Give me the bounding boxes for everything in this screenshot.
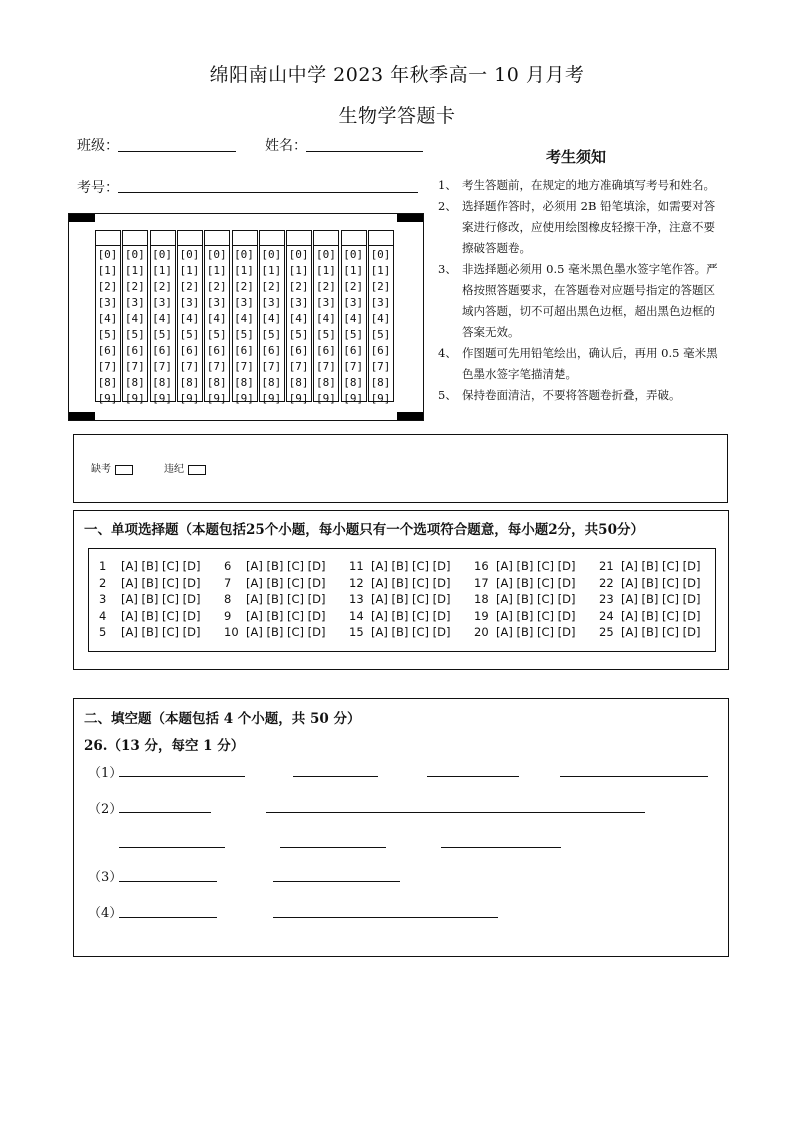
digit-write-cell[interactable] xyxy=(369,231,393,246)
exam-digit-column xyxy=(95,230,121,405)
digit-bubble[interactable]: [4] xyxy=(179,312,200,325)
mc-question xyxy=(474,592,576,606)
digit-bubble[interactable]: [8] xyxy=(97,376,118,389)
digit-write-cell[interactable] xyxy=(314,231,338,246)
digit-bubble[interactable]: [8] xyxy=(234,376,254,389)
digit-bubble[interactable]: [1] xyxy=(261,264,282,277)
digit-bubble[interactable]: [8] xyxy=(206,376,227,389)
exam-no-label: 考号： xyxy=(77,180,119,196)
section-multiple-choice xyxy=(73,510,729,670)
mc-question xyxy=(349,625,451,639)
digit-bubble[interactable]: [4] xyxy=(315,312,336,325)
digit-bubble[interactable]: [0] xyxy=(315,248,336,261)
question-number: 10 xyxy=(224,625,239,639)
exam-digit-column xyxy=(286,230,312,405)
digit-bubble[interactable]: [2] xyxy=(234,280,254,293)
digit-bubble[interactable]: [9] xyxy=(234,392,254,405)
digit-bubble[interactable]: [3] xyxy=(97,296,118,309)
digit-bubble[interactable]: [7] xyxy=(315,360,336,373)
question-number: 12 xyxy=(349,575,364,590)
mc-question xyxy=(349,609,451,623)
answer-blank[interactable] xyxy=(119,775,245,777)
exam-digit-column xyxy=(122,230,148,405)
exam-digit-column xyxy=(259,230,285,405)
answer-blank[interactable] xyxy=(293,775,378,777)
mc-question xyxy=(599,576,701,590)
class-field[interactable] xyxy=(118,150,236,152)
digit-bubble[interactable]: [9] xyxy=(97,392,118,405)
digit-bubble[interactable]: [5] xyxy=(343,328,364,341)
digit-bubble[interactable]: [6] xyxy=(343,344,364,357)
digit-bubble[interactable]: [1] xyxy=(234,264,254,277)
digit-bubble[interactable]: [8] xyxy=(152,376,173,389)
alignment-mark xyxy=(69,412,95,420)
answer-options[interactable]: [A] [B] [C] [D] xyxy=(496,559,576,573)
alignment-mark xyxy=(397,214,423,222)
question-number: 16 xyxy=(474,559,489,573)
digit-bubble[interactable]: [9] xyxy=(152,392,173,405)
digit-bubble[interactable]: [0] xyxy=(343,248,364,261)
violation-checkbox[interactable] xyxy=(188,465,206,475)
digit-bubble[interactable]: [1] xyxy=(343,264,364,277)
digit-bubble[interactable]: [0] xyxy=(124,248,145,261)
digit-write-cell[interactable] xyxy=(287,231,311,246)
mc-question xyxy=(224,559,326,573)
digit-bubble[interactable]: [4] xyxy=(370,312,391,325)
digit-bubble[interactable]: [7] xyxy=(206,360,227,373)
question-number: 23 xyxy=(599,592,614,606)
digit-bubble[interactable]: [7] xyxy=(124,360,145,373)
mc-question xyxy=(599,625,701,639)
digit-bubble[interactable]: [1] xyxy=(370,264,391,277)
digit-bubble[interactable]: [9] xyxy=(179,392,200,405)
answer-options[interactable]: [A] [B] [C] [D] xyxy=(121,592,201,606)
question-number: 1 xyxy=(99,559,107,573)
mc-question xyxy=(99,592,201,606)
mc-question xyxy=(474,625,576,639)
answer-options[interactable]: [A] [B] [C] [D] xyxy=(371,559,451,573)
digit-bubble[interactable]: [4] xyxy=(343,312,364,325)
digit-bubble[interactable]: [5] xyxy=(152,328,173,341)
answer-blank[interactable] xyxy=(441,846,561,848)
digit-bubble[interactable]: [1] xyxy=(315,264,336,277)
exam-digit-column xyxy=(150,230,176,405)
digit-bubble[interactable]: [8] xyxy=(124,376,145,389)
digit-bubble[interactable]: [5] xyxy=(288,328,309,341)
digit-bubble[interactable]: [7] xyxy=(179,360,200,373)
answer-options[interactable]: [A] [B] [C] [D] xyxy=(621,592,701,606)
answer-options[interactable]: [A] [B] [C] [D] xyxy=(496,625,576,639)
answer-blank[interactable] xyxy=(119,880,217,882)
answer-blank[interactable] xyxy=(119,846,225,848)
digit-bubble[interactable]: [9] xyxy=(124,392,145,405)
answer-options[interactable]: [A] [B] [C] [D] xyxy=(121,575,201,590)
absent-checkbox[interactable] xyxy=(115,465,133,475)
part-2-label: （2） xyxy=(88,802,123,817)
notice-item-5: 5、 保持卷面清洁，不要将答题卷折叠，弄破。 xyxy=(438,388,681,402)
digit-bubble[interactable]: [2] xyxy=(152,280,173,293)
digit-bubble[interactable]: [3] xyxy=(234,296,254,309)
question-number: 17 xyxy=(474,575,489,590)
mc-question xyxy=(474,609,576,623)
question-number: 19 xyxy=(474,608,489,623)
digit-bubble[interactable]: [7] xyxy=(152,360,173,373)
digit-bubble[interactable]: [2] xyxy=(206,280,227,293)
digit-bubble[interactable]: [6] xyxy=(124,344,145,357)
digit-write-cell[interactable] xyxy=(342,231,366,246)
mc-question xyxy=(224,609,326,623)
name-label: 姓名： xyxy=(265,138,307,154)
answer-options[interactable]: [A] [B] [C] [D] xyxy=(496,592,576,606)
exam-digit-column xyxy=(368,230,394,405)
mc-question xyxy=(224,625,326,639)
question-number: 15 xyxy=(349,625,364,639)
question-number: 9 xyxy=(224,608,232,623)
answer-options[interactable]: [A] [B] [C] [D] xyxy=(246,625,326,639)
digit-bubble[interactable]: [2] xyxy=(315,280,336,293)
digit-bubble[interactable]: [7] xyxy=(370,360,391,373)
digit-bubble[interactable]: [5] xyxy=(315,328,336,341)
digit-bubble[interactable]: [7] xyxy=(288,360,309,373)
answer-options[interactable]: [A] [B] [C] [D] xyxy=(621,608,701,623)
digit-bubble[interactable]: [8] xyxy=(288,376,309,389)
digit-bubble[interactable]: [4] xyxy=(124,312,145,325)
digit-bubble[interactable]: [7] xyxy=(343,360,364,373)
answer-blank[interactable] xyxy=(273,880,400,882)
answer-options[interactable]: [A] [B] [C] [D] xyxy=(246,559,326,573)
answer-options[interactable]: [A] [B] [C] [D] xyxy=(121,625,201,639)
exam-digit-column xyxy=(313,230,339,405)
digit-write-cell[interactable] xyxy=(233,231,257,246)
exam-title: 绵阳南山中学 2023 年秋季高一 10 月月考 xyxy=(209,64,585,86)
digit-bubble[interactable]: [9] xyxy=(315,392,336,405)
digit-bubble[interactable]: [1] xyxy=(179,264,200,277)
question-number: 6 xyxy=(224,559,232,573)
digit-bubble[interactable]: [6] xyxy=(179,344,200,357)
digit-bubble[interactable]: [0] xyxy=(206,248,227,261)
digit-write-cell[interactable] xyxy=(260,231,284,246)
mc-question xyxy=(99,576,201,590)
answer-blank[interactable] xyxy=(427,775,519,777)
notice-item-2: 2、 选择题作答时，必须用 2B 铅笔填涂，如需要对答案进行修改，应使用绘图橡皮轻擦干净，注意不要擦破答题卷。 xyxy=(438,199,716,255)
notice-item-4: 4、 作图题可先用铅笔绘出，确认后，再用 0.5 毫米黑色墨水签字笔描清楚。 xyxy=(438,346,718,381)
digit-bubble[interactable]: [0] xyxy=(152,248,173,261)
digit-bubble[interactable]: [5] xyxy=(234,328,254,341)
digit-bubble[interactable]: [4] xyxy=(206,312,227,325)
digit-bubble[interactable]: [1] xyxy=(97,264,118,277)
digit-bubble[interactable]: [7] xyxy=(234,360,254,373)
digit-bubble[interactable]: [5] xyxy=(370,328,391,341)
answer-blank[interactable] xyxy=(266,811,645,813)
digit-bubble[interactable]: [0] xyxy=(261,248,282,261)
digit-bubble[interactable]: [6] xyxy=(152,344,173,357)
digit-bubble[interactable]: [7] xyxy=(261,360,282,373)
exam-number-grid xyxy=(68,213,424,421)
digit-bubble[interactable]: [2] xyxy=(124,280,145,293)
digit-bubble[interactable]: [3] xyxy=(152,296,173,309)
answer-blank[interactable] xyxy=(119,916,217,918)
digit-bubble[interactable]: [8] xyxy=(179,376,200,389)
exam-digit-column xyxy=(177,230,203,405)
question-number: 13 xyxy=(349,592,364,606)
section1-title: 一、单项选择题（本题包括25个小题，每小题只有一个选项符合题意，每小题2分，共50分） xyxy=(84,522,644,538)
digit-bubble[interactable]: [4] xyxy=(261,312,282,325)
question-number: 5 xyxy=(99,625,107,639)
digit-bubble[interactable]: [9] xyxy=(288,392,309,405)
digit-bubble[interactable]: [0] xyxy=(370,248,391,261)
digit-bubble[interactable]: [1] xyxy=(206,264,227,277)
answer-options[interactable]: [A] [B] [C] [D] xyxy=(121,559,201,573)
mc-question xyxy=(474,576,576,590)
mc-answer-grid xyxy=(88,548,716,652)
question-number: 18 xyxy=(474,592,489,606)
answer-options[interactable]: [A] [B] [C] [D] xyxy=(621,575,701,590)
violation-mark[interactable] xyxy=(164,460,206,475)
digit-bubble[interactable]: [0] xyxy=(234,248,254,261)
digit-bubble[interactable]: [0] xyxy=(288,248,309,261)
question-number: 7 xyxy=(224,575,232,590)
answer-options[interactable]: [A] [B] [C] [D] xyxy=(371,592,451,606)
digit-bubble[interactable]: [3] xyxy=(179,296,200,309)
digit-write-cell[interactable] xyxy=(123,231,147,246)
digit-bubble[interactable]: [6] xyxy=(234,344,254,357)
notice-list xyxy=(438,175,722,415)
q26-label: 26.（13 分，每空 1 分） xyxy=(84,738,245,754)
digit-bubble[interactable]: [7] xyxy=(97,360,118,373)
digit-bubble[interactable]: [8] xyxy=(370,376,391,389)
mc-question xyxy=(599,559,701,573)
digit-bubble[interactable]: [2] xyxy=(179,280,200,293)
digit-bubble[interactable]: [9] xyxy=(343,392,364,405)
digit-bubble[interactable]: [2] xyxy=(370,280,391,293)
answer-blank[interactable] xyxy=(560,775,708,777)
absent-mark[interactable] xyxy=(91,460,133,475)
digit-write-cell[interactable] xyxy=(205,231,229,246)
digit-bubble[interactable]: [2] xyxy=(343,280,364,293)
answer-options[interactable]: [A] [B] [C] [D] xyxy=(496,608,576,623)
answer-options[interactable]: [A] [B] [C] [D] xyxy=(371,625,451,639)
answer-options[interactable]: [A] [B] [C] [D] xyxy=(621,625,701,639)
alignment-mark xyxy=(397,412,423,420)
status-box xyxy=(73,434,728,503)
mc-question xyxy=(599,609,701,623)
answer-blank[interactable] xyxy=(119,811,211,813)
digit-bubble[interactable]: [5] xyxy=(97,328,118,341)
mc-question xyxy=(349,559,451,573)
digit-bubble[interactable]: [6] xyxy=(315,344,336,357)
question-number: 3 xyxy=(99,592,107,606)
digit-bubble[interactable]: [9] xyxy=(261,392,282,405)
question-number: 24 xyxy=(599,608,614,623)
exam-digit-column xyxy=(341,230,367,405)
digit-bubble[interactable]: [8] xyxy=(261,376,282,389)
question-number: 2 xyxy=(99,575,107,590)
mc-question xyxy=(99,625,201,639)
digit-bubble[interactable]: [5] xyxy=(261,328,282,341)
digit-bubble[interactable]: [6] xyxy=(206,344,227,357)
mc-question xyxy=(349,576,451,590)
exam-digit-column xyxy=(204,230,230,405)
digit-bubble[interactable]: [3] xyxy=(343,296,364,309)
answer-options[interactable]: [A] [B] [C] [D] xyxy=(246,608,326,623)
question-number: 8 xyxy=(224,592,232,606)
answer-options[interactable]: [A] [B] [C] [D] xyxy=(246,575,326,590)
notice-item-3: 3、 非选择题必须用 0.5 毫米黑色墨水签字笔作答。严格按照答题要求，在答题卷对应题号指定的答题区域内答题，切不可超出黑色边框，超出黑色边框的答案无效。 xyxy=(438,262,718,339)
digit-bubble[interactable]: [3] xyxy=(206,296,227,309)
part-1-label: （1） xyxy=(88,766,123,781)
question-number: 14 xyxy=(349,608,364,623)
digit-bubble[interactable]: [2] xyxy=(97,280,118,293)
question-number: 11 xyxy=(349,559,364,573)
answer-options[interactable]: [A] [B] [C] [D] xyxy=(246,592,326,606)
answer-options[interactable]: [A] [B] [C] [D] xyxy=(496,575,576,590)
digit-write-cell[interactable] xyxy=(151,231,175,246)
digit-bubble[interactable]: [1] xyxy=(152,264,173,277)
answer-options[interactable]: [A] [B] [C] [D] xyxy=(371,575,451,590)
section2-title: 二、填空题（本题包括 4 个小题，共 50 分） xyxy=(84,711,361,727)
question-number: 25 xyxy=(599,625,614,639)
answer-options[interactable]: [A] [B] [C] [D] xyxy=(371,608,451,623)
digit-bubble[interactable]: [6] xyxy=(288,344,309,357)
alignment-mark xyxy=(69,214,95,222)
absent-label: 缺考 xyxy=(91,464,111,475)
mc-question xyxy=(349,592,451,606)
digit-write-cell[interactable] xyxy=(178,231,202,246)
digit-bubble[interactable]: [3] xyxy=(315,296,336,309)
class-label: 班级： xyxy=(77,138,119,154)
digit-bubble[interactable]: [4] xyxy=(152,312,173,325)
answer-blank[interactable] xyxy=(273,916,498,918)
violation-label: 违纪 xyxy=(164,464,184,475)
answer-options[interactable]: [A] [B] [C] [D] xyxy=(621,559,701,573)
mc-question xyxy=(224,592,326,606)
mc-question xyxy=(99,609,201,623)
exam-no-field[interactable] xyxy=(118,191,418,193)
question-number: 21 xyxy=(599,559,614,573)
digit-bubble[interactable]: [5] xyxy=(124,328,145,341)
digit-bubble[interactable]: [5] xyxy=(179,328,200,341)
name-field[interactable] xyxy=(306,150,423,152)
digit-bubble[interactable]: [4] xyxy=(288,312,309,325)
digit-write-cell[interactable] xyxy=(96,231,120,246)
part-3-label: （3） xyxy=(88,870,123,885)
digit-bubble[interactable]: [3] xyxy=(124,296,145,309)
answer-blank[interactable] xyxy=(280,846,386,848)
digit-bubble[interactable]: [3] xyxy=(288,296,309,309)
section-fill-blank xyxy=(73,698,729,957)
digit-bubble[interactable]: [2] xyxy=(288,280,309,293)
digit-bubble[interactable]: [3] xyxy=(370,296,391,309)
mc-question xyxy=(99,559,201,573)
digit-bubble[interactable]: [6] xyxy=(261,344,282,357)
digit-bubble[interactable]: [4] xyxy=(234,312,254,325)
digit-bubble[interactable]: [1] xyxy=(288,264,309,277)
digit-bubble[interactable]: [1] xyxy=(124,264,145,277)
digit-bubble[interactable]: [3] xyxy=(261,296,282,309)
question-number: 20 xyxy=(474,625,489,639)
mc-question xyxy=(474,559,576,573)
digit-bubble[interactable]: [8] xyxy=(315,376,336,389)
digit-bubble[interactable]: [6] xyxy=(370,344,391,357)
digit-bubble[interactable]: [5] xyxy=(206,328,227,341)
digit-bubble[interactable]: [9] xyxy=(206,392,227,405)
digit-bubble[interactable]: [2] xyxy=(261,280,282,293)
exam-digit-column xyxy=(232,230,258,405)
mc-question xyxy=(224,576,326,590)
question-number: 22 xyxy=(599,575,614,590)
digit-bubble[interactable]: [0] xyxy=(97,248,118,261)
notice-item-1: 1、 考生答题前，在规定的地方准确填写考号和姓名。 xyxy=(438,178,715,192)
digit-bubble[interactable]: [4] xyxy=(97,312,118,325)
digit-bubble[interactable]: [9] xyxy=(370,392,391,405)
mc-question xyxy=(599,592,701,606)
answer-options[interactable]: [A] [B] [C] [D] xyxy=(121,608,201,623)
digit-bubble[interactable]: [8] xyxy=(343,376,364,389)
digit-bubble[interactable]: [6] xyxy=(97,344,118,357)
exam-subtitle: 生物学答题卡 xyxy=(338,105,456,127)
digit-bubble[interactable]: [0] xyxy=(179,248,200,261)
part-4-label: （4） xyxy=(88,906,123,921)
question-number: 4 xyxy=(99,608,107,623)
notice-title: 考生须知 xyxy=(546,148,607,166)
